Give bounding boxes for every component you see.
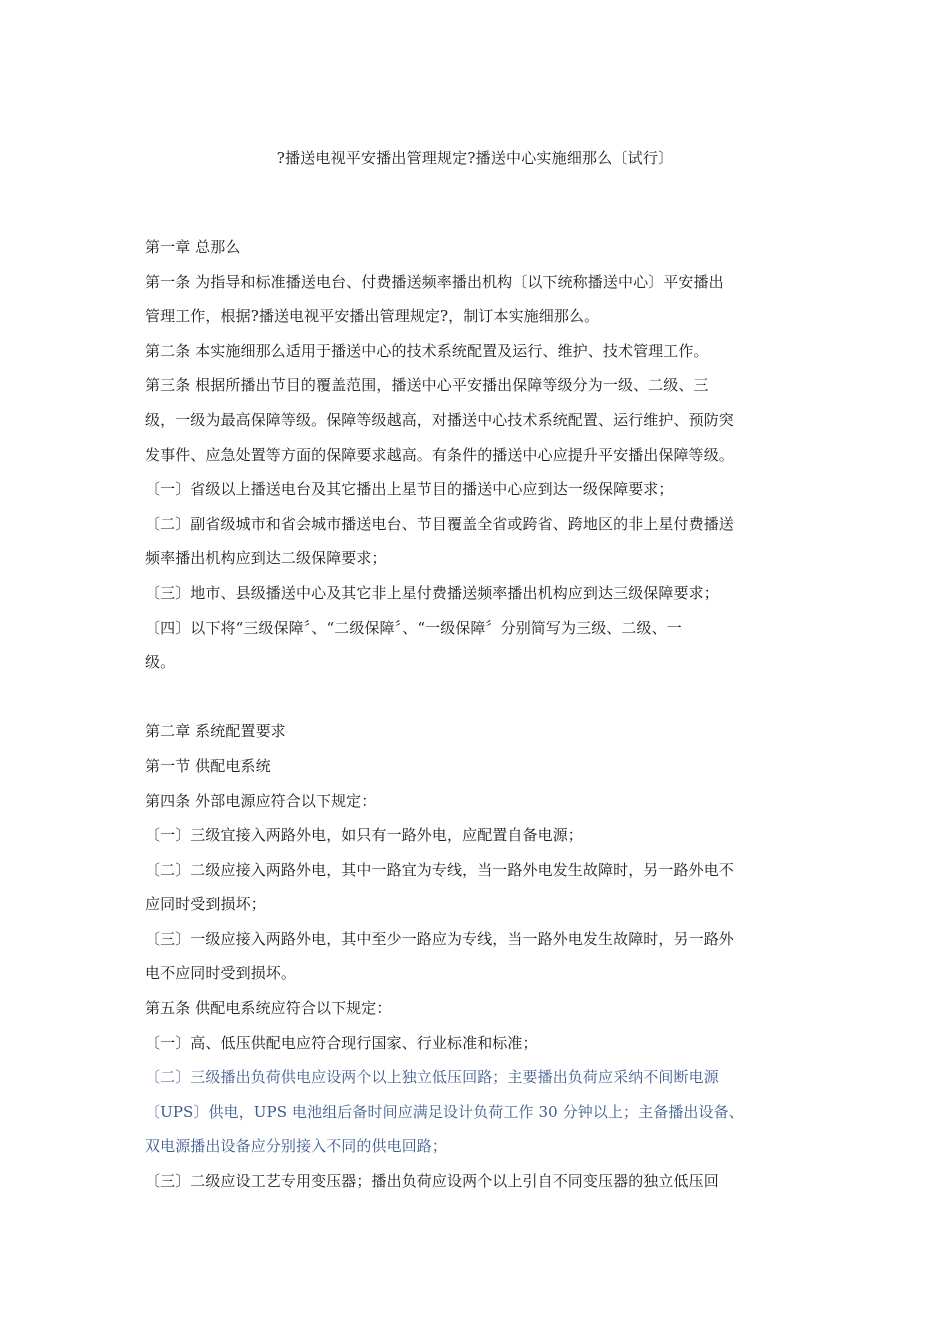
paragraph-line: 级。 [145,653,176,672]
paragraph-line: 〔二〕二级应接入两路外电，其中一路宜为专线，当一路外电发生故障时，另一路外电不 [145,860,734,879]
paragraph-line: 〔三〕一级应接入两路外电，其中至少一路应为专线，当一路外电发生故障时，另一路外 [145,929,734,948]
highlighted-paragraph-line: 〔二〕三级播出负荷供电应设两个以上独立低压回路；主要播出负荷应采纳不间断电源 [145,1068,719,1087]
paragraph-line: 电不应同时受到损坏。 [145,964,297,983]
chapter-heading: 第一章 总那么 [145,238,241,256]
paragraph-line: 发事件、应急处置等方面的保障要求越高。有条件的播送中心应提升平安播出保障等级。 [145,445,734,464]
paragraph-line: 第一条 为指导和标准播送电台、付费播送频率播出机构〔以下统称播送中心〕平安播出 [145,272,724,291]
paragraph-line: 管理工作，根据?播送电视平安播出管理规定?，制订本实施细那么。 [145,307,600,326]
paragraph-line: 第五条 供配电系统应符合以下规定： [145,999,392,1018]
paragraph-line: 〔三〕地市、县级播送中心及其它非上星付费播送频率播出机构应到达三级保障要求； [145,583,719,602]
paragraph-line: 频率播出机构应到达二级保障要求； [145,549,387,568]
chapter-heading: 第二章 系统配置要求 [145,722,286,741]
document-title: ?播送电视平安播出管理规定?播送中心实施细那么〔试行〕 [276,149,674,167]
section-heading: 第一节 供配电系统 [145,756,271,775]
blank-line [145,680,777,715]
paragraph-line: 级，一级为最高保障等级。保障等级越高，对播送中心技术系统配置、运行维护、预防突 [145,410,734,429]
paragraph-line: 〔四〕以下将“三级保障〞、“二级保障〞、“一级保障〞分别简写为三级、二级、一 [145,618,682,637]
paragraph-line: 第四条 外部电源应符合以下规定： [145,791,377,810]
paragraph-line: 第二条 本实施细那么适用于播送中心的技术系统配置及运行、维护、技术管理工作。 [145,341,709,360]
paragraph-line: 第三条 根据所播出节目的覆盖范围，播送中心平安播出保障等级分为一级、二级、三 [145,376,709,395]
paragraph-line: 〔一〕三级宜接入两路外电，如只有一路外电，应配置自备电源； [145,826,583,845]
paragraph-line: 〔三〕二级应设工艺专用变压器；播出负荷应设两个以上引自不同变压器的独立低压回 [145,1172,719,1191]
paragraph-line: 〔一〕省级以上播送电台及其它播出上星节目的播送中心应到达一级保障要求； [145,480,674,499]
paragraph-line: 〔二〕副省级城市和省会城市播送电台、节目覆盖全省或跨省、跨地区的非上星付费播送 [145,514,734,533]
paragraph-line: 应同时受到损坏； [145,895,266,914]
highlighted-paragraph-line: 〔UPS〕供电，UPS 电池组后备时间应满足设计负荷工作 30 分钟以上；主备播出设备、 [145,1102,744,1121]
paragraph-line: 〔一〕高、低压供配电应符合现行国家、行业标准和标准； [145,1033,538,1052]
highlighted-paragraph-line: 双电源播出设备应分别接入不同的供电回路； [145,1137,448,1156]
document-body [145,230,777,1199]
